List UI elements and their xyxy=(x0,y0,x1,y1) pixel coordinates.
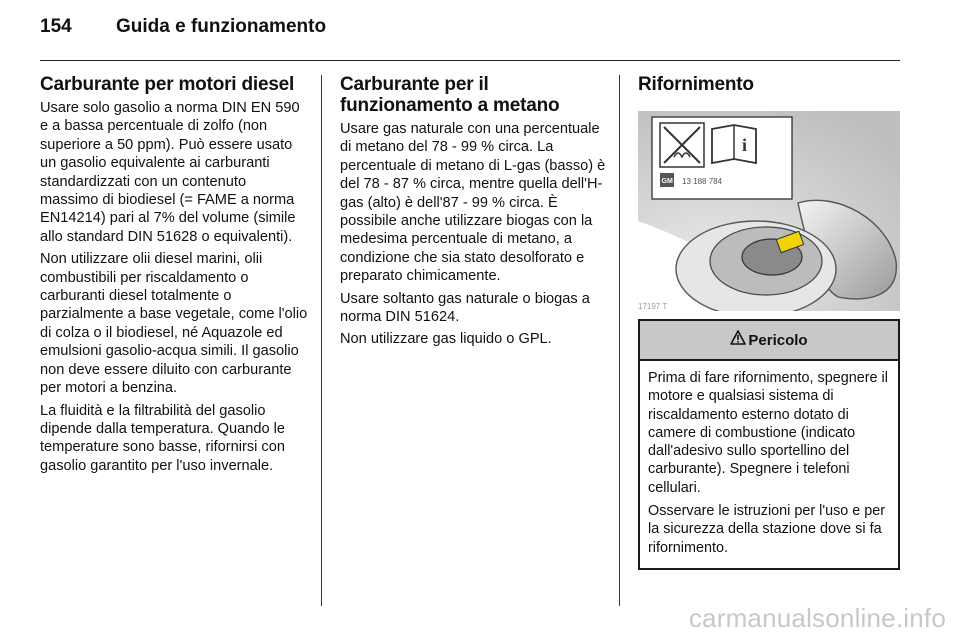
column-divider-1 xyxy=(321,75,322,606)
danger-title: Pericolo xyxy=(748,331,808,349)
heading-metano: Carburante per il funzionamento a metano xyxy=(340,74,560,116)
danger-paragraph-1: Prima di fare rifornimento, spegnere il motore e qualsiasi sistema di riscaldamento esterno dotato di camere di combustione (indicato dall'adesivo sullo sportellino del carburante). Spegnere i telefoni cellulari. xyxy=(648,370,888,496)
section-title: Guida e funzionamento xyxy=(116,16,327,37)
column-rifornimento xyxy=(638,74,902,570)
danger-box xyxy=(638,319,900,570)
paragraph-metano-2: Usare soltanto gas naturale o biogas a norma DIN 51624. xyxy=(340,290,590,326)
svg-text:i: i xyxy=(742,135,748,155)
heading-rifornimento: Rifornimento xyxy=(638,74,754,95)
svg-text:GM: GM xyxy=(661,178,673,185)
page-number: 154 xyxy=(40,16,72,37)
no-heater-icon xyxy=(660,123,704,167)
column-metano xyxy=(340,74,606,353)
danger-header xyxy=(640,321,898,361)
figure-id: 17197 T xyxy=(638,302,668,311)
column-divider-2 xyxy=(619,75,620,606)
label-number: 13 188 784 xyxy=(682,177,723,186)
paragraph-metano-3: Non utilizzare gas liquido o GPL. xyxy=(340,331,552,348)
paragraph-diesel-2: Non utilizzare olii diesel marini, olii combustibili per riscaldamento o carburanti diesel totalmente o parzialmente a base vegetale, come l'olio di colza o il biodiesel, né Aquazole ed emulsioni gasolio-acqua simili. Il gasolio non deve essere diluito con carburante per motori a benzina. xyxy=(40,251,308,397)
danger-body xyxy=(640,361,898,568)
fuel-flap-illustration xyxy=(638,111,900,311)
column-diesel xyxy=(40,74,308,479)
paragraph-diesel-3: La fluidità e la filtrabilità del gasolio dipende dalla temperatura. Quando le temperature sono basse, rifornirsi con gasolio garantito per l'uso invernale. xyxy=(40,402,286,474)
page-header xyxy=(40,16,326,38)
heading-diesel: Carburante per motori diesel xyxy=(40,74,295,95)
paragraph-diesel-1: Usare solo gasolio a norma DIN EN 590 e a bassa percentuale di zolfo (non superiore a 50 ppm). Può essere usato un gasolio equivalente ai carburanti standardizzati con un contenuto massimo di biodiesel (= FAME a norma EN14214) pari al 7% del volume (simile allo standard DIN 51628 o equivalenti). xyxy=(40,100,300,245)
watermark: carmanualsonline.info xyxy=(688,603,946,633)
manual-book-icon xyxy=(712,125,756,163)
paragraph-metano-1: Usare gas naturale con una percentuale di metano del 78 - 99 % circa. La percentuale di metano di L-gas (basso) è del 78 - 87 % circa, mentre quella dell'H-gas (alto) è dell'87 - 99 % circa. È possibile anche utilizzare biogas con la medesima percentuale di metano, a condizione che sia stato desolforato e preparato chimicamente. xyxy=(340,121,606,285)
header-rule xyxy=(40,60,900,61)
danger-paragraph-2: Osservare le istruzioni per l'uso e per la sicurezza della stazione dove si fa rifornimento. xyxy=(648,503,886,556)
warning-triangle-icon xyxy=(730,330,746,350)
